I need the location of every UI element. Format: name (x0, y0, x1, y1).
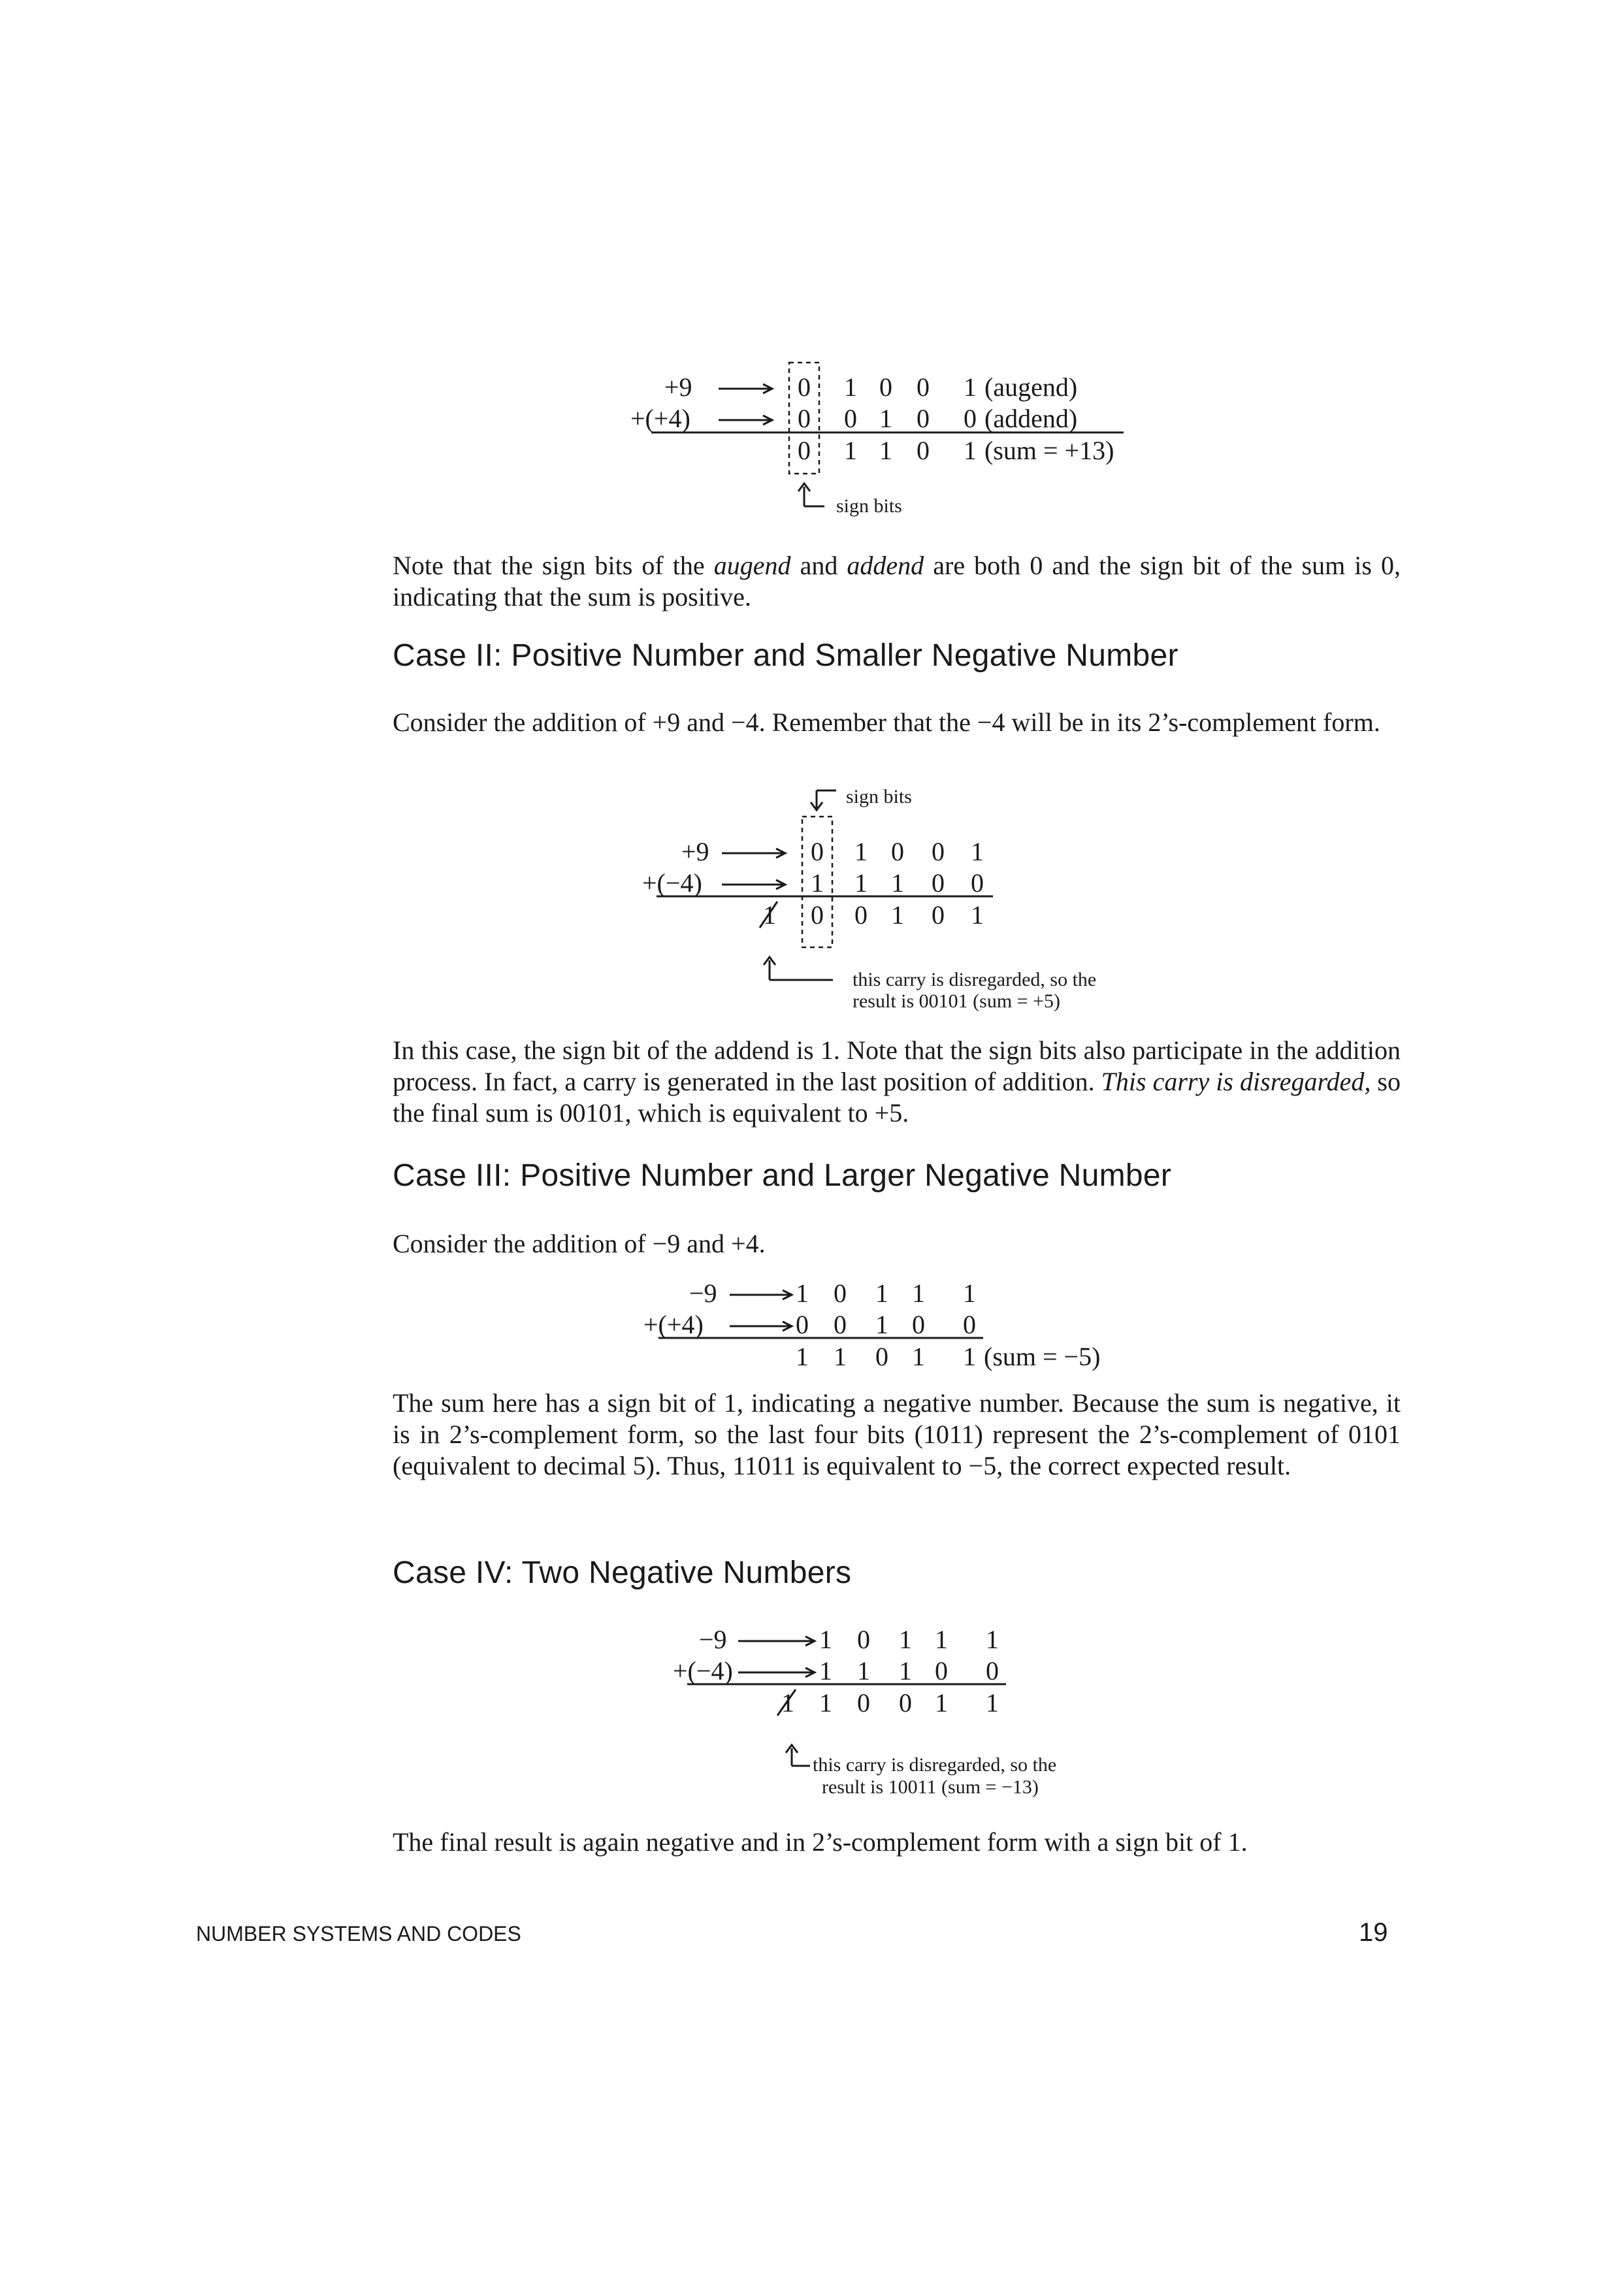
case3-row2-bit: 1 (875, 1310, 888, 1339)
case1-row1-bit: 0 (879, 372, 892, 402)
case4-row1-bit: 0 (857, 1625, 870, 1654)
case2-addition-diagram (0, 771, 1624, 1032)
case3-row1-bit: 1 (796, 1278, 809, 1308)
case1-row2-bit: 1 (879, 404, 892, 433)
case2-row1-bit: 0 (891, 837, 904, 866)
case2-row2-bit: 0 (971, 868, 984, 898)
case2-row1-bit: 1 (854, 837, 868, 866)
case3-sum-bit: 1 (834, 1342, 847, 1371)
case1-row2-note: (addend) (984, 404, 1078, 433)
case3-sum-note: (sum = −5) (984, 1342, 1101, 1371)
case3-row1-bit: 1 (963, 1278, 976, 1308)
case4-sum-bit: 0 (899, 1688, 912, 1717)
case4-row1-label: −9 (699, 1625, 727, 1654)
case3-row1-bit: 0 (834, 1278, 847, 1308)
italic-term: augend (713, 551, 791, 580)
case3-row1-bit: 1 (875, 1278, 888, 1308)
case4-row2-bit: 1 (899, 1656, 912, 1685)
page-number: 19 (1359, 1918, 1388, 1947)
case2-row1-sign: 0 (811, 837, 824, 866)
text-span: In this case, the sign bit of the addend is 1. Note that the sign bits also participate in the addition process. In fact, a carry is generated in the last position of addition. (393, 1035, 1401, 1096)
case4-row1-bit: 1 (819, 1625, 832, 1654)
case3-row1-bit: 1 (912, 1278, 925, 1308)
case1-row1-bit: 1 (844, 372, 857, 402)
case1-sum-bit: 1 (844, 436, 857, 465)
case1-row1-bit: 1 (964, 372, 977, 402)
text-span: Note that the sign bits of the (393, 551, 714, 580)
case1-sum-bit: 1 (879, 436, 892, 465)
case1-sum-note: (sum = +13) (984, 436, 1114, 465)
case2-intro: Consider the addition of +9 and −4. Remember that the −4 will be in its 2’s-complement form. (393, 708, 1380, 737)
case4-row2-label: +(−4) (673, 1656, 733, 1685)
case1-row2-bit: 0 (844, 404, 857, 433)
case4-row1-bit: 1 (899, 1625, 912, 1654)
case1-row2-label: +(+4) (630, 404, 690, 433)
case4-row2-bit: 0 (935, 1656, 948, 1685)
case3-addition-diagram (0, 1267, 1624, 1385)
case2-sum-sign: 0 (811, 900, 824, 930)
case1-sum-bit: 0 (917, 436, 930, 465)
case4-sum-bit: 1 (986, 1688, 999, 1717)
case4-addition-diagram (0, 1614, 1624, 1810)
case2-row2-label: +(−4) (642, 868, 702, 898)
case3-sum-bit: 1 (796, 1342, 809, 1371)
case2-row2-bit: 1 (891, 868, 904, 898)
case1-row1-note: (augend) (984, 372, 1078, 402)
case1-row2-bit: 0 (917, 404, 930, 433)
case3-row2-bit: 0 (963, 1310, 976, 1339)
case2-carry-note-1: this carry is disregarded, so the (853, 969, 1097, 990)
case2-sign-bits-label: sign bits (846, 786, 912, 807)
case4-paragraph: The final result is again negative and in 2’s-complement form with a sign bit of 1. (393, 1827, 1248, 1857)
case2-sum-bit: 0 (932, 900, 945, 930)
case3-heading: Case III: Positive Number and Larger Negative Number (393, 1158, 1172, 1193)
case3-paragraph: The sum here has a sign bit of 1, indicating a negative number. Because the sum is negative, it is in 2’s-complement form, so the last four bits (1011) represent the 2’s-complement of 0101 (equivalent to decimal 5). Thus, 11011 is equivalent to −5, the correct expected result. (393, 1388, 1401, 1480)
case2-carry-digit: 1 (763, 900, 776, 930)
case4-row2-bit: 1 (857, 1656, 870, 1685)
case2-row2-bit: 0 (932, 868, 945, 898)
case2-paragraph (393, 1035, 1401, 1129)
case4-heading: Case IV: Two Negative Numbers (393, 1555, 852, 1590)
text-span: so the final sum is 00101, which is equivalent to +5. (393, 1067, 1401, 1128)
case4-row1-bit: 1 (986, 1625, 999, 1654)
case3-sum-bit: 1 (912, 1342, 925, 1371)
case3-intro: Consider the addition of −9 and +4. (393, 1229, 766, 1258)
case1-row1-bit: 0 (917, 372, 930, 402)
case1-row2-bit: 0 (964, 404, 977, 433)
case3-row1-label: −9 (689, 1278, 717, 1308)
case1-row2-sign: 0 (798, 404, 811, 433)
case3-row2-bit: 0 (912, 1310, 925, 1339)
text-span: and (790, 551, 847, 580)
case1-row1-label: +9 (664, 372, 692, 402)
case1-sign-bits-label: sign bits (836, 495, 902, 517)
case4-carry-digit: 1 (781, 1688, 794, 1717)
case2-sum-bit: 1 (971, 900, 984, 930)
case3-row2-label: +(+4) (643, 1310, 704, 1339)
case2-row1-bit: 1 (971, 837, 984, 866)
case2-row2-bit: 1 (854, 868, 868, 898)
case1-paragraph (393, 550, 1401, 613)
footer-section-title: NUMBER SYSTEMS AND CODES (196, 1922, 521, 1945)
case1-sum-sign: 0 (798, 436, 811, 465)
case4-row2-bit: 1 (819, 1656, 832, 1685)
case2-row2-sign: 1 (811, 868, 824, 898)
case4-sum-bit: 1 (935, 1688, 948, 1717)
italic-phrase: This carry is disregarded, (1101, 1067, 1371, 1096)
case3-sum-bit: 1 (963, 1342, 976, 1371)
case1-row1-sign: 0 (798, 372, 811, 402)
case1-addition-diagram (0, 0, 1624, 536)
case2-carry-note-2: result is 00101 (sum = +5) (853, 990, 1060, 1012)
case2-sum-bit: 0 (854, 900, 868, 930)
case4-sum-bit: 1 (819, 1688, 832, 1717)
case4-row1-bit: 1 (935, 1625, 948, 1654)
case4-sum-bit: 0 (857, 1688, 870, 1717)
case3-row2-bit: 0 (834, 1310, 847, 1339)
case4-row2-bit: 0 (986, 1656, 999, 1685)
text-span: are both 0 and the sign bit of the sum is 0, indicating that the sum is positive. (393, 551, 1401, 611)
case4-carry-note-2: result is 10011 (sum = −13) (822, 1776, 1039, 1798)
case2-row1-bit: 0 (932, 837, 945, 866)
case4-carry-note-1: this carry is disregarded, so the (813, 1754, 1057, 1776)
case2-row1-label: +9 (681, 837, 709, 866)
case1-sum-bit: 1 (964, 436, 977, 465)
case3-sum-bit: 0 (875, 1342, 888, 1371)
case2-sum-bit: 1 (891, 900, 904, 930)
italic-term: addend (847, 551, 924, 580)
case3-row2-bit: 0 (796, 1310, 809, 1339)
case2-heading: Case II: Positive Number and Smaller Negative Number (393, 638, 1178, 673)
